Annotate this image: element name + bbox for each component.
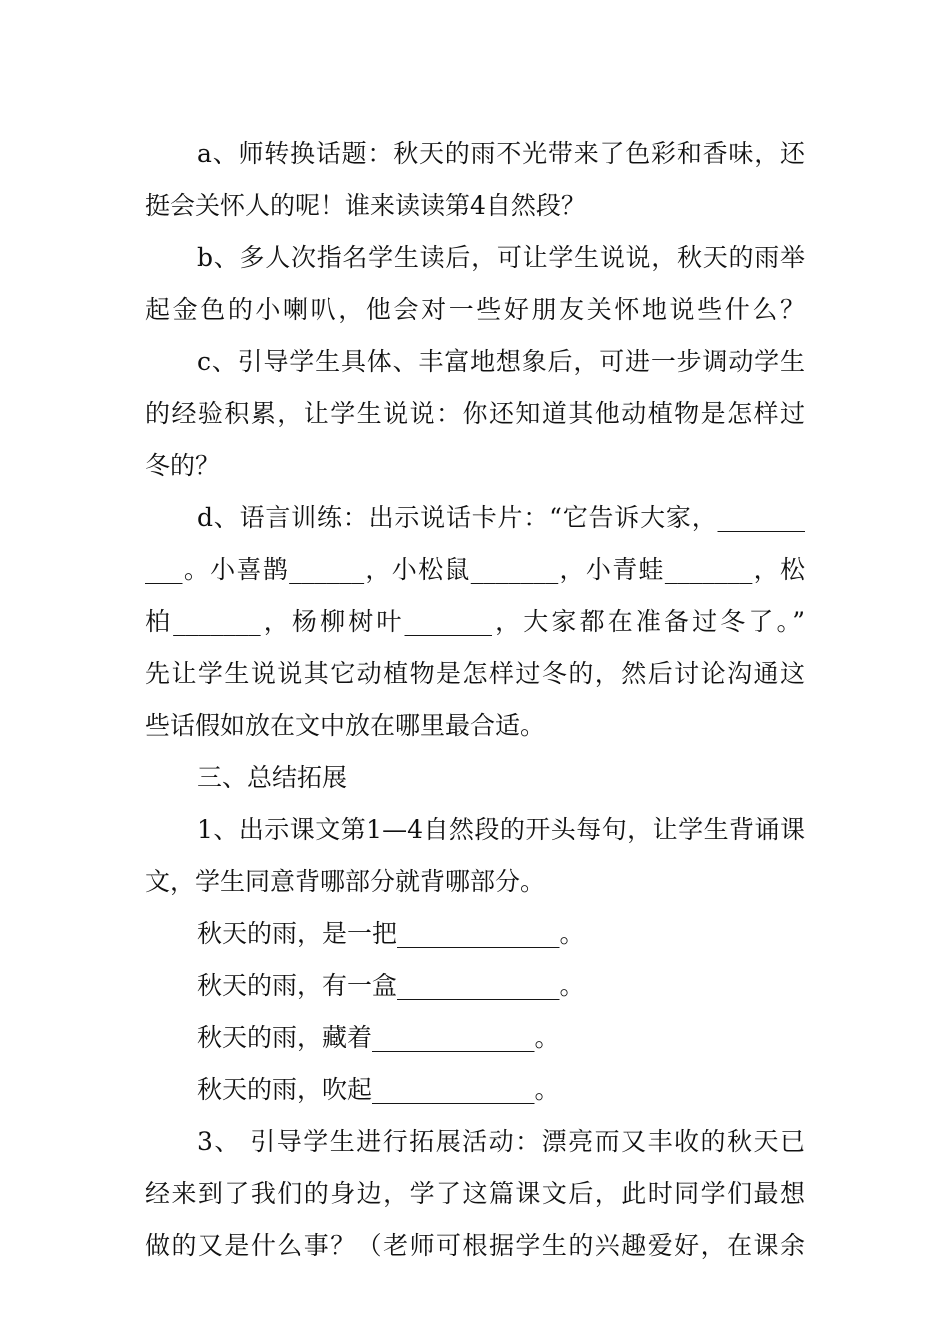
text-line: 柏_______，杨柳树叶_______，大家都在准备过冬了。”	[145, 607, 805, 636]
text-line: a、师转换话题：秋天的雨不光带来了色彩和香味，还	[197, 139, 805, 168]
text-line: d、语言训练：出示说话卡片：“它告诉大家，_______	[197, 503, 805, 532]
text-line: 秋天的雨，藏着_____________。	[197, 1023, 560, 1052]
text-line: 冬的？	[145, 451, 221, 480]
text-line: b、多人次指名学生读后，可让学生说说，秋天的雨举	[197, 243, 805, 272]
text-line: 先让学生说说其它动植物是怎样过冬的，然后讨论沟通这	[145, 659, 805, 688]
text-line: 做的又是什么事？（老师可根据学生的兴趣爱好，在课余	[145, 1231, 805, 1260]
document-body	[145, 128, 805, 1272]
text-line: ___。小喜鹊______，小松鼠_______，小青蛙_______，松	[145, 555, 805, 584]
text-line: 秋天的雨，吹起_____________。	[197, 1075, 560, 1104]
text-line: 秋天的雨，有一盒_____________。	[197, 971, 585, 1000]
text-line: 三、总结拓展	[197, 763, 348, 792]
text-line: 起金色的小喇叭，他会对一些好朋友关怀地说些什么？	[145, 295, 805, 324]
text-line: 经来到了我们的身边，学了这篇课文后，此时同学们最想	[145, 1179, 805, 1208]
text-line: 秋天的雨，是一把_____________。	[197, 919, 585, 948]
text-line: 3、 引导学生进行拓展活动：漂亮而又丰收的秋天已	[197, 1127, 805, 1156]
text-line: 的经验积累，让学生说说：你还知道其他动植物是怎样过	[145, 399, 805, 428]
text-line: 挺会关怀人的呢！谁来读读第4自然段？	[145, 191, 586, 220]
text-line: 1、出示课文第1—4自然段的开头每句，让学生背诵课	[197, 815, 805, 844]
text-line: 文，学生同意背哪部分就背哪部分。	[145, 867, 546, 896]
text-line: c、引导学生具体、丰富地想象后，可进一步调动学生	[197, 347, 805, 376]
text-line: 些话假如放在文中放在哪里最合适。	[145, 711, 546, 740]
